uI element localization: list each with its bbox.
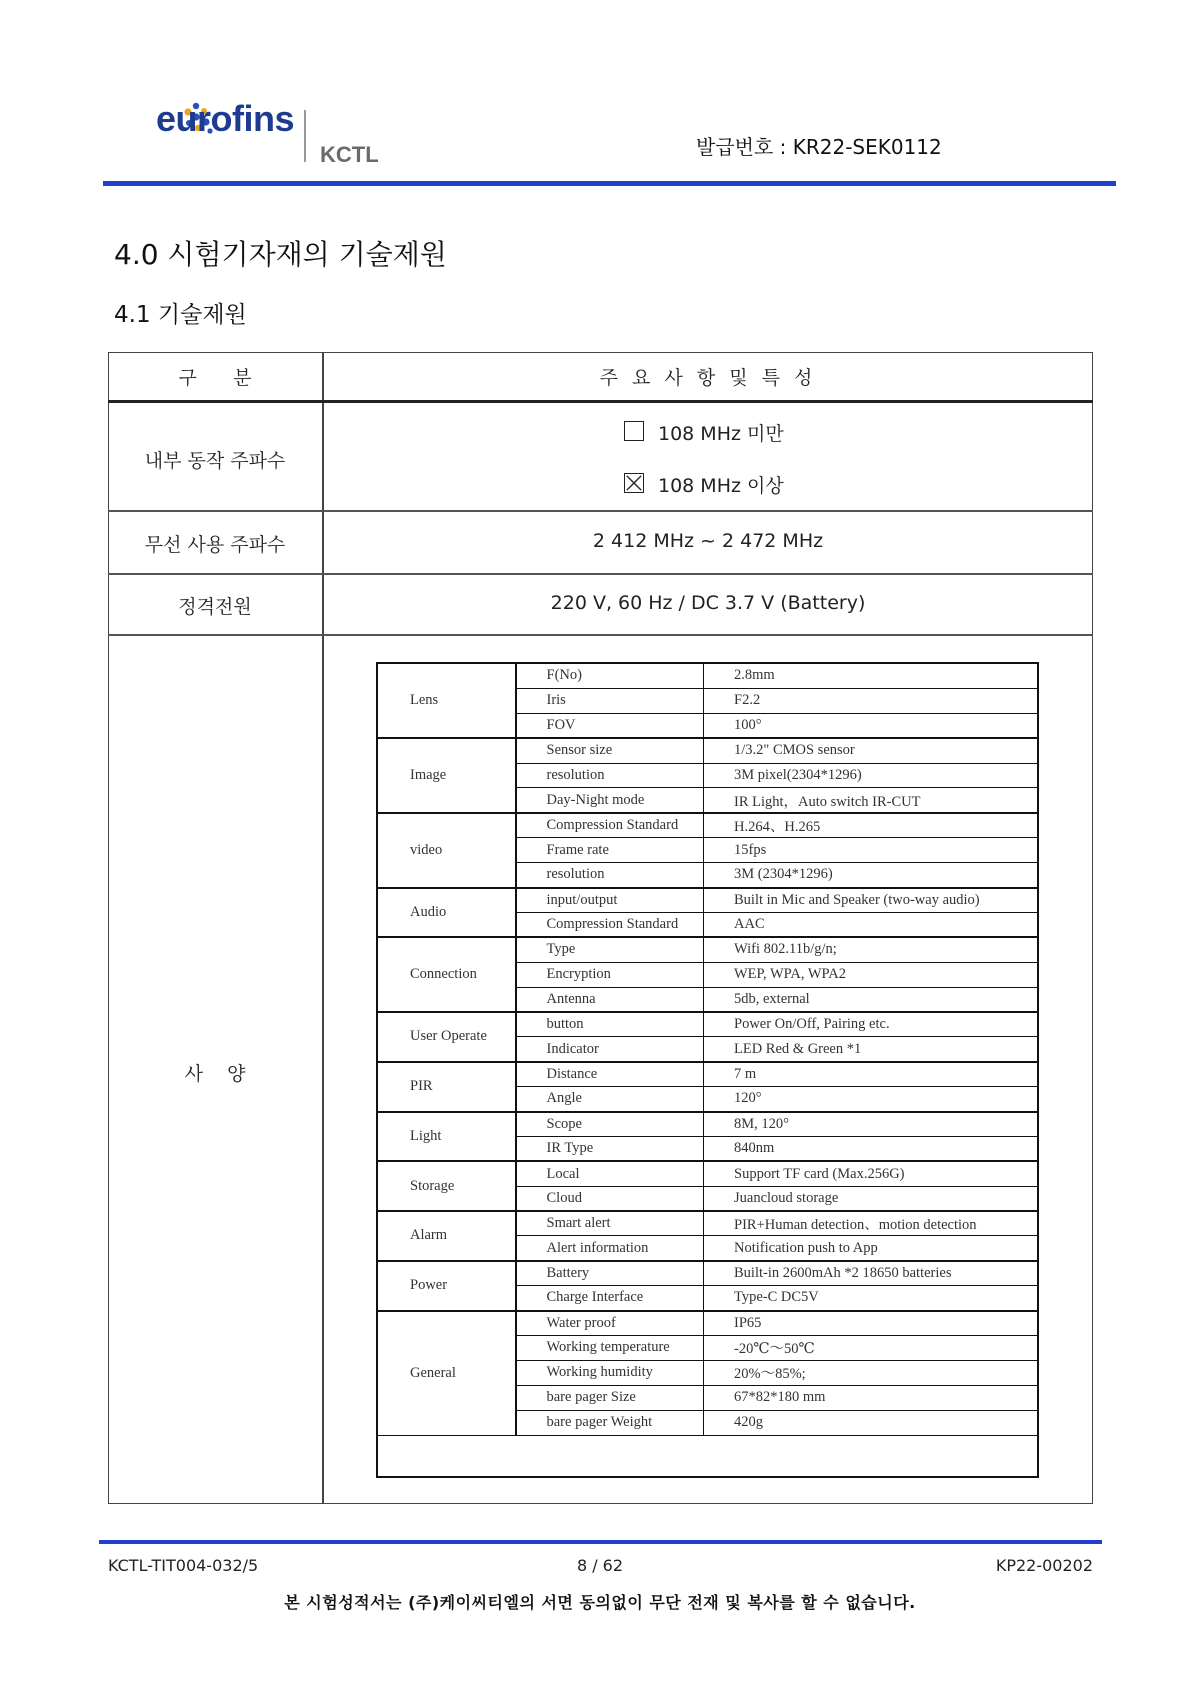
- spec-row: [378, 1112, 1038, 1137]
- spec-category: Power: [378, 1261, 516, 1311]
- report-number: KP22-00202: [995, 1556, 1093, 1575]
- checkbox-below-108mhz: [624, 421, 644, 441]
- spec-key: Cloud: [516, 1186, 704, 1211]
- spec-category: User Operate: [378, 1012, 516, 1062]
- spec-key: resolution: [516, 863, 704, 888]
- option-above-108mhz: 108 MHz 이상: [658, 475, 784, 497]
- spec-key: Smart alert: [516, 1211, 704, 1236]
- spec-key: Local: [516, 1161, 704, 1186]
- spec-category: Lens: [378, 664, 516, 739]
- spec-row: [378, 888, 1038, 913]
- spec-value: 1/3.2" CMOS sensor: [704, 738, 1038, 763]
- spec-value: LED Red & Green *1: [704, 1037, 1038, 1062]
- issue-number: 발급번호 : KR22-SEK0112: [696, 135, 942, 159]
- spec-row: [378, 937, 1038, 962]
- spec-row: [378, 1261, 1038, 1286]
- spec-value: Power On/Off, Pairing etc.: [704, 1012, 1038, 1037]
- spec-value: 420g: [704, 1410, 1038, 1435]
- spec-value: -20℃～50℃: [704, 1336, 1038, 1361]
- row-divider: [108, 573, 1093, 575]
- checkbox-x-icon: [625, 474, 643, 492]
- row-divider: [108, 634, 1093, 636]
- spec-value: 100°: [704, 713, 1038, 738]
- spec-key: Indicator: [516, 1037, 704, 1062]
- spec-key: Alert information: [516, 1236, 704, 1261]
- radio-frequency-value: 2 412 MHz ~ 2 472 MHz: [592, 530, 824, 552]
- spec-key: Water proof: [516, 1311, 704, 1336]
- spec-value: F2.2: [704, 688, 1038, 713]
- spec-key: Working humidity: [516, 1360, 704, 1385]
- spec-category: PIR: [378, 1062, 516, 1112]
- spec-category: Storage: [378, 1161, 516, 1211]
- spec-key: FOV: [516, 713, 704, 738]
- logo-wordmark: eurofins: [156, 98, 295, 139]
- footer-rule: [99, 1540, 1102, 1544]
- spec-row: [378, 738, 1038, 763]
- spec-row: [378, 1211, 1038, 1236]
- spec-value: Support TF card (Max.256G): [704, 1161, 1038, 1186]
- spec-category: General: [378, 1311, 516, 1435]
- spec-value: AAC: [704, 912, 1038, 937]
- spec-key: Compression Standard: [516, 912, 704, 937]
- product-spec-table: [377, 663, 1038, 1436]
- spec-value: Notification push to App: [704, 1236, 1038, 1261]
- row-label-radio-frequency: 무선 사용 주파수: [144, 534, 286, 556]
- row-label-internal-frequency: 내부 동작 주파수: [144, 450, 286, 472]
- spec-key: Antenna: [516, 987, 704, 1012]
- spec-value: 20%～85%;: [704, 1360, 1038, 1385]
- spec-category: video: [378, 813, 516, 888]
- spec-row: [378, 813, 1038, 838]
- spec-value: Juancloud storage: [704, 1186, 1038, 1211]
- spec-value: 3M (2304*1296): [704, 863, 1038, 888]
- spec-value: 3M pixel(2304*1296): [704, 763, 1038, 788]
- spec-key: button: [516, 1012, 704, 1037]
- spec-value: IR Light，Auto switch IR-CUT: [704, 788, 1038, 813]
- spec-value: 7 m: [704, 1062, 1038, 1087]
- spec-key: Encryption: [516, 962, 704, 987]
- spec-category: Audio: [378, 888, 516, 938]
- doc-code: KCTL-TIT004-032/5: [108, 1556, 259, 1575]
- row-label-specification: 사 양: [184, 1063, 246, 1085]
- kctl-label: KCTL: [320, 142, 379, 167]
- spec-value: H.264、H.265: [704, 813, 1038, 838]
- spec-key: bare pager Size: [516, 1385, 704, 1410]
- spec-key: IR Type: [516, 1136, 704, 1161]
- spec-row: [378, 1012, 1038, 1037]
- spec-row: [378, 1062, 1038, 1087]
- spec-value: 8M, 120°: [704, 1112, 1038, 1137]
- spec-value: 840nm: [704, 1136, 1038, 1161]
- row-label-rated-power: 정격전원: [178, 596, 252, 618]
- spec-value: PIR+Human detection、motion detection: [704, 1211, 1038, 1236]
- header-category: 구 분: [178, 367, 252, 389]
- checkbox-above-108mhz: [624, 473, 644, 493]
- option-below-108mhz: 108 MHz 미만: [658, 423, 784, 445]
- spec-value: IP65: [704, 1311, 1038, 1336]
- spec-key: Compression Standard: [516, 813, 704, 838]
- spec-category: Image: [378, 738, 516, 813]
- spec-row: [378, 664, 1038, 689]
- spec-category: Connection: [378, 937, 516, 1012]
- spec-key: Charge Interface: [516, 1286, 704, 1311]
- logo-divider: [304, 110, 306, 162]
- spec-value: Built-in 2600mAh *2 18650 batteries: [704, 1261, 1038, 1286]
- spec-value: 67*82*180 mm: [704, 1385, 1038, 1410]
- spec-value: 5db, external: [704, 987, 1038, 1012]
- spec-value: Built in Mic and Speaker (two-way audio): [704, 888, 1038, 913]
- spec-value: Type-C DC5V: [704, 1286, 1038, 1311]
- section-subtitle: 4.1 기술제원: [114, 302, 247, 328]
- spec-key: Frame rate: [516, 838, 704, 863]
- header-row-divider: [108, 400, 1093, 403]
- spec-key: Angle: [516, 1087, 704, 1112]
- spec-row: [378, 1161, 1038, 1186]
- column-divider: [322, 352, 324, 1504]
- spec-value: 120°: [704, 1087, 1038, 1112]
- spec-key: Sensor size: [516, 738, 704, 763]
- spec-row: [378, 1311, 1038, 1336]
- spec-key: resolution: [516, 763, 704, 788]
- spec-value: 2.8mm: [704, 664, 1038, 689]
- spec-category: Light: [378, 1112, 516, 1162]
- spec-key: Day-Night mode: [516, 788, 704, 813]
- spec-key: Iris: [516, 688, 704, 713]
- copyright-notice: 본 시험성적서는 (주)케이씨티엘의 서면 동의없이 무단 전재 및 복사를 할 수 없습니다.: [284, 1593, 916, 1612]
- row-divider: [108, 510, 1093, 512]
- header-details: 주 요 사 항 및 특 성: [599, 367, 817, 389]
- section-title: 4.0 시험기자재의 기술제원: [114, 238, 447, 271]
- spec-key: Working temperature: [516, 1336, 704, 1361]
- spec-key: Type: [516, 937, 704, 962]
- spec-value: 15fps: [704, 838, 1038, 863]
- spec-key: F(No): [516, 664, 704, 689]
- spec-key: input/output: [516, 888, 704, 913]
- spec-value: WEP, WPA, WPA2: [704, 962, 1038, 987]
- spec-key: Distance: [516, 1062, 704, 1087]
- spec-category: Alarm: [378, 1211, 516, 1261]
- spec-key: bare pager Weight: [516, 1410, 704, 1435]
- header-rule: [103, 181, 1116, 186]
- spec-key: Scope: [516, 1112, 704, 1137]
- rated-power-value: 220 V, 60 Hz / DC 3.7 V (Battery): [550, 592, 866, 614]
- page-number: 8 / 62: [576, 1556, 624, 1575]
- spec-value: Wifi 802.11b/g/n;: [704, 937, 1038, 962]
- spec-key: Battery: [516, 1261, 704, 1286]
